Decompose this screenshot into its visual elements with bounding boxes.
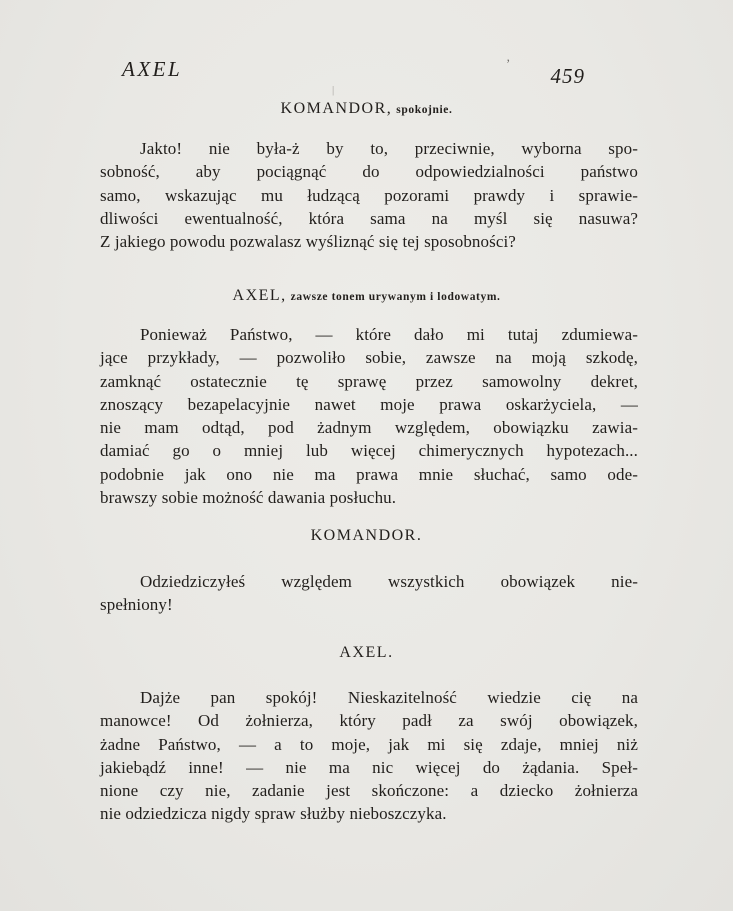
page-number: 459	[550, 64, 585, 88]
dialogue-paragraph	[100, 686, 638, 826]
running-header	[122, 57, 585, 89]
page-title: AXEL	[122, 57, 183, 81]
dialogue-paragraph	[100, 570, 638, 617]
paragraph-line: jące przykłady, — pozwoliło sobie, zawsze na moją szkodę,	[100, 348, 638, 368]
paragraph-line: nie odziedzicza nigdy spraw służby nieboszczyka.	[100, 804, 447, 824]
paragraph-line: dliwości ewentualność, która sama na myśl się nasuwa?	[100, 208, 638, 228]
paragraph-line: samo, wskazując mu łudzącą pozorami prawdy i sprawie-	[100, 185, 638, 205]
paragraph-line: brawszy sobie możność dawania posłuchu.	[100, 488, 397, 508]
paragraph-line: Z jakiego powodu pozwalasz wyśliznąć się tej sposobności?	[100, 232, 516, 252]
paragraph-line: żadne Państwo, — a to moje, jak mi się zdaje, mniej niż	[100, 734, 638, 754]
paragraph-line: sobność, aby pociągnąć do odpowiedzialności państwo	[100, 162, 638, 182]
paragraph-line: Jakto! nie była-ż by to, przeciwnie, wyborna spo-	[140, 139, 638, 158]
speaker-name: AXEL.	[339, 644, 394, 661]
speaker-heading-komandor	[0, 100, 733, 118]
speaker-name: KOMANDOR.	[310, 527, 423, 544]
paragraph-line: podobnie jak ono nie ma prawa mnie słuchać, samo ode-	[100, 464, 638, 484]
speaker-name: AXEL,	[232, 287, 287, 304]
speaker-heading-axel	[0, 644, 733, 662]
paragraph-line: damiać go o mniej lub więcej chimerycznych hypotezach...	[100, 441, 638, 461]
scan-speck: ’	[506, 56, 511, 71]
paragraph-line: jakiebądź inne! — nie ma nic więcej do żądania. Speł-	[100, 757, 638, 777]
paragraph-line: nione czy nie, zadanie jest skończone: a dziecko żołnierza	[100, 781, 638, 801]
speaker-name: KOMANDOR,	[280, 100, 393, 117]
paragraph-line: Odziedziczyłeś względem wszystkich obowiązek nie-	[140, 572, 638, 591]
scan-speck: |	[332, 84, 335, 96]
dialogue-paragraph	[100, 137, 638, 253]
paragraph-line: Ponieważ Państwo, — które dało mi tutaj zdumiewa-	[140, 325, 638, 344]
paragraph-line: zamknąć ostatecznie tę sprawę przez samowolny dekret,	[100, 371, 638, 391]
paragraph-line: znoszący bezapelacyjnie nawet moje prawa oskarżyciela, —	[100, 394, 638, 414]
stage-direction: spokojnie.	[396, 104, 453, 116]
paragraph-line: nie mam odtąd, pod żadnym względem, obowiązku zawia-	[100, 418, 638, 438]
paragraph-line: Dajże pan spokój! Nieskazitelność wiedzie cię na	[140, 688, 638, 707]
paragraph-line: manowce! Od żołnierza, który padł za swój obowiązek,	[100, 711, 638, 731]
dialogue-paragraph	[100, 323, 638, 509]
speaker-heading-komandor	[0, 527, 733, 545]
speaker-heading-axel	[0, 287, 733, 305]
paragraph-line: spełniony!	[100, 595, 173, 615]
stage-direction: zawsze tonem urywanym i lodowatym.	[290, 291, 501, 303]
